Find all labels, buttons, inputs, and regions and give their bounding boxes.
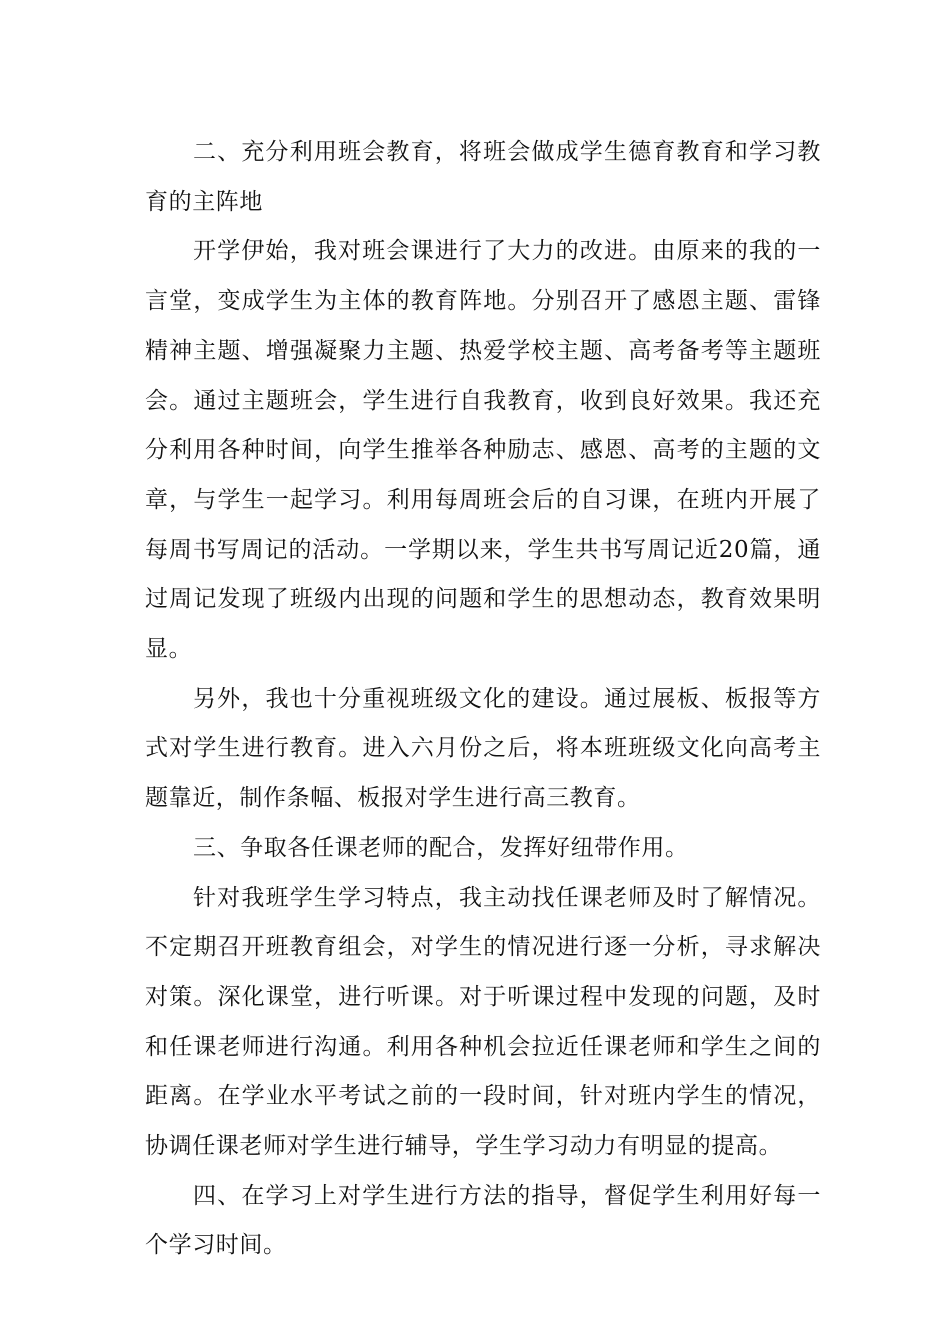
- document-body: [145, 128, 821, 1271]
- body-paragraph: 针对我班学生学习特点，我主动找任课老师及时了解情况。不定期召开班教育组会，对学生的情况进行逐一分析，寻求解决对策。深化课堂，进行听课。对于听课过程中发现的问题，及时和任课老师进行沟通。利用各种机会拉近任课老师和学生之间的距离。在学业水平考试之前的一段时间，针对班内学生的情况，协调任课老师对学生进行辅导，学生学习动力有明显的提高。: [145, 884, 821, 1160]
- body-paragraph: 开学伊始，我对班会课进行了大力的改进。由原来的我的一言堂，变成学生为主体的教育阵地。分别召开了感恩主题、雷锋精神主题、增强凝聚力主题、热爱学校主题、高考备考等主题班会。通过主题班会，学生进行自我教育，收到良好效果。我还充分利用各种时间，向学生推举各种励志、感恩、高考的主题的文章，与学生一起学习。利用每周班会后的自习课，在班内开展了每周书写周记的活动。一学期以来，学生共书写周记近20篇，通过周记发现了班级内出现的问题和学生的思想动态，教育效果明显。: [145, 238, 821, 663]
- section-heading-2: 二、充分利用班会教育，将班会做成学生德育教育和学习教育的主阵地: [145, 139, 821, 215]
- body-paragraph: 另外，我也十分重视班级文化的建设。通过展板、板报等方式对学生进行教育。进入六月份之后，将本班班级文化向高考主题靠近，制作条幅、板报对学生进行高三教育。: [145, 685, 821, 812]
- section-heading-4: 四、在学习上对学生进行方法的指导，督促学生利用好每一个学习时间。: [145, 1182, 821, 1259]
- section-heading-3: 三、争取各任课老师的配合，发挥好纽带作用。: [193, 834, 689, 861]
